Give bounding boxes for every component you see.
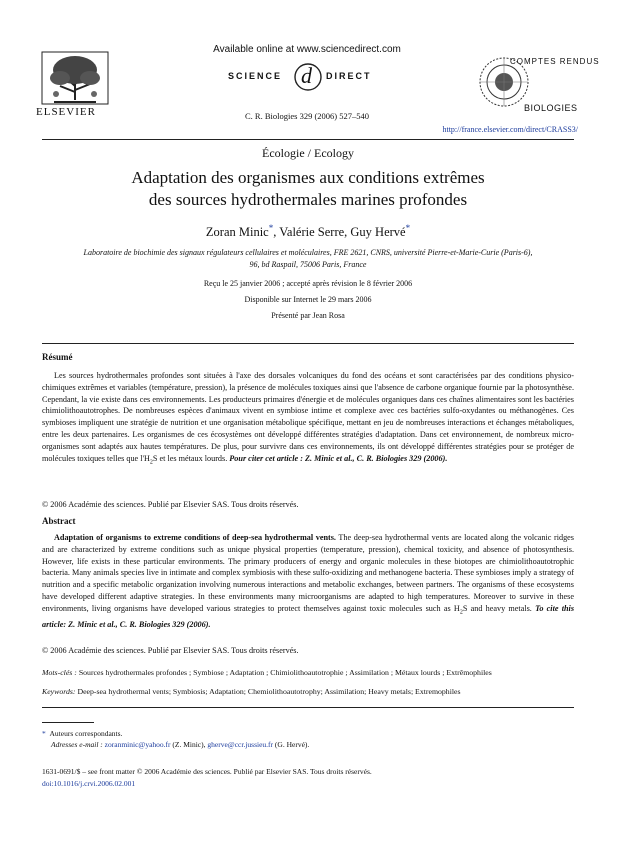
resume-body: Les sources hydrothermales profondes sont situées à l'axe des dorsales volcaniques du fond des océans et sont caractérisées par des conditions physico-chimiques extrêmes et variables (température, pression), la présence de molécules toxiques ainsi que l'absence de carbone organique fournie par la photosynthèse. Cependant, la vie existe dans ces environnements. Les producteurs primaires d'énergie et de molécules organiques dans ces chaînes alimentaires sont les bactéries chimiolithoautotrophes. De nombreuses espèces d'animaux vivent en symbiose intime et complexe avec ces bactéries sulfo-oxydantes ou méthanogènes. Ces symbioses impliquent une stratégie de nutrition et une organisation métabolique spécifique, mettant en jeu de nombreuses interactions et échanges métaboliques, entre les deux partenaires. Les organismes de ces écosystèmes ont développé différentes stratégies d'adaptation. Dans cet environnement, de nombreux micro-organismes sont adaptés aux hautes températures. De plus, pour survivre dans ces environnements, ils ont développé différentes stratégies pour se protéger de molécules toxiques telles que $l'H_2S$ et les métaux lourds. Pour citer cet article : Z. Minic et al., C. R. Biologies 329 (2006). xyxy=(42,371,574,466)
journal-reference: C. R. Biologies 329 (2006) 527–540 xyxy=(245,111,369,121)
email-link-herve[interactable]: gherve@ccr.jussieu.fr xyxy=(207,740,274,749)
journal-logo-bottom: BIOLOGIES xyxy=(524,103,578,113)
abstract-bottom-rule xyxy=(42,707,574,708)
corresponding-author-link[interactable]: * xyxy=(405,223,411,233)
authors: Zoran Minic*, Valérie Serre, Guy Hervé* xyxy=(205,223,411,240)
article-dates: Reçu le 25 janvier 2006 ; accepté après révision le 8 février 2006 Disponible sur Internet le 29 mars 2006 Présenté par Jean Rosa xyxy=(203,279,413,320)
header-rule xyxy=(42,139,574,140)
keywords-en: Keywords: Deep-sea hydrothermal vents; Symbiosis; Adaptation; Chemiolithoautotrophy; Assimilation; Heavy metals; Extremophiles xyxy=(42,687,461,696)
section-label: Écologie / Ecology xyxy=(262,146,354,160)
abstract-heading: Abstract xyxy=(42,516,76,526)
journal-url-link[interactable]: http://france.elsevier.com/direct/CRASS3/ xyxy=(442,125,578,134)
resume-copyright: © 2006 Académie des sciences. Publié par Elsevier SAS. Tous droits réservés. xyxy=(42,500,299,509)
footnote: * Auteurs correspondants. Adresses e-mail : zoranminic@yahoo.fr (Z. Minic), gherve@ccr.jussieu.fr (G. Hervé). xyxy=(42,729,310,749)
email-link-minic[interactable]: zoranminic@yahoo.fr xyxy=(104,740,171,749)
article-title: Adaptation des organismes aux conditions extrêmes des sources hydrothermales marines profondes xyxy=(131,168,485,209)
journal-logo-top: COMPTES RENDUS xyxy=(510,57,600,66)
sciencedirect-logo: SCIENCE d DIRECT xyxy=(228,63,372,88)
resume-heading: Résumé xyxy=(42,352,73,362)
footnote-rule xyxy=(42,722,94,723)
abstract-body: Adaptation of organisms to extreme conditions of deep-sea hydrothermal vents. The deep-sea hydrothermal vents are located along the volcanic ridges and are characterized by extreme conditions such as unique physical properties (temperature, pression), chemical toxicity, and absence of photosynthesis. However, life exists in these particular environments. The primary producers of energy and organic molecules in these biotopes are chimiolithoautotrophic bacteria. Many animals species live in intimate and complex symbiosis with these sulfo-oxidizing and methanogene bacteria. These symbioses imply a strategy of nutrition and a specific metabolic organization involving numerous interactions and metabolic exchanges, between partners. The organisms of these ecosystems have developed different adaptive strategies. In these environments many microorganisms are adapted to high temperatures. Moreover to survive in these environments, living organisms have developed various strategies to protect themselves against toxic molecules such as $H_2S$ and heavy metals. To cite this article: Z. Minic et al., C. R. Biologies 329 (2006). xyxy=(42,533,575,630)
page-footer: 1631-0691/$ – see front matter © 2006 Académie des sciences. Publié par Elsevier SAS. Tous droits réservés. doi:10.1016/j.crvi.2006.02.001 xyxy=(42,767,372,788)
keywords-fr: Mots-clés : Sources hydrothermales profondes ; Symbiose ; Adaptation ; Chimiolithoautotrophie ; Assimilation ; Métaux lourds ; Extrêmophiles xyxy=(42,668,492,677)
corresponding-author-link[interactable]: * xyxy=(268,223,274,233)
available-online-text: Available online at www.sciencedirect.com xyxy=(213,44,401,55)
affiliation: Laboratoire de biochimie des signaux régulateurs cellulaires et moléculaires, FRE 2621, CNRS, université Pierre-et-Marie-Curie (Paris-6), 96, bd Raspail, 75006 Paris, France xyxy=(83,248,533,269)
doi-link[interactable]: doi:10.1016/j.crvi.2006.02.001 xyxy=(42,779,136,788)
abstract-top-rule xyxy=(42,343,574,344)
publisher-name: ELSEVIER xyxy=(36,106,96,118)
abstract-copyright: © 2006 Académie des sciences. Publié par Elsevier SAS. Tous droits réservés. xyxy=(42,646,299,655)
